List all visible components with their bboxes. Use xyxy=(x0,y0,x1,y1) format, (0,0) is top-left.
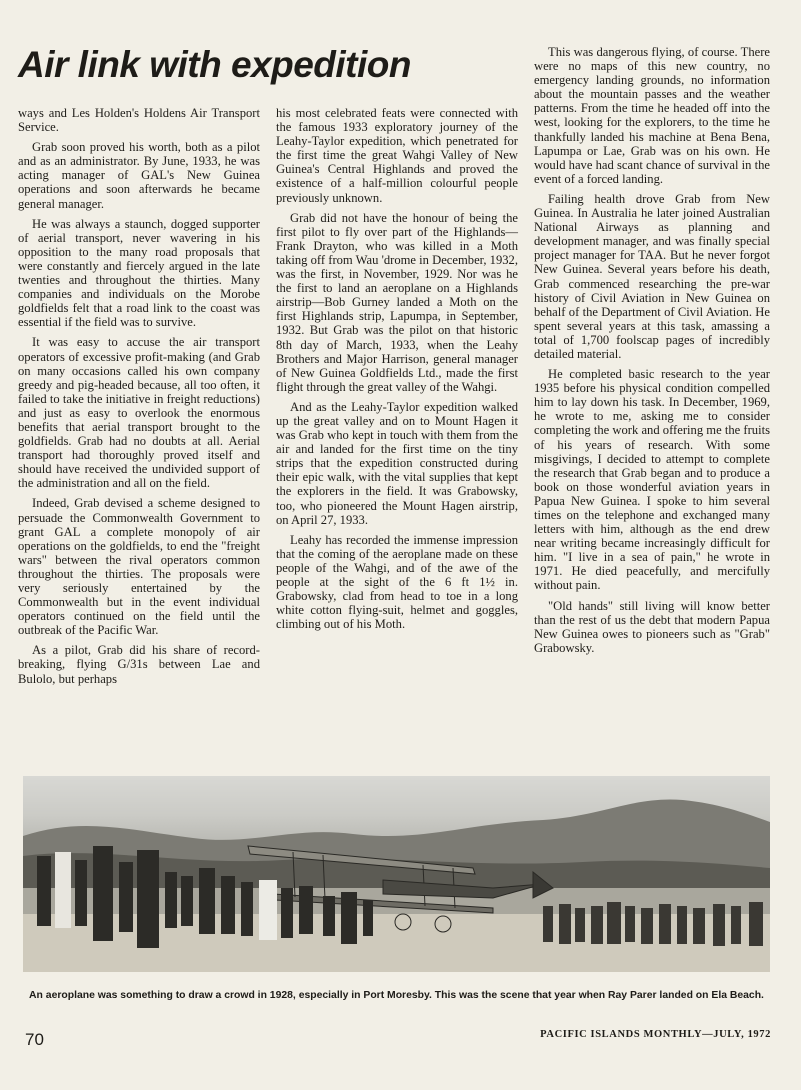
text-column-2 xyxy=(276,106,518,637)
paragraph: Leahy has recorded the immense impression that the coming of the aeroplane made on these people of the Wahgi, and of the awe of the people at the sight of the 6 ft 1½ in. Grabowsky, clad from head to toe in a long white cotton flying-suit, helmet and goggles, climbing out of his Moth. xyxy=(276,532,518,632)
paragraph: And as the Leahy-Taylor expedition walked up the great valley and on to Mount Hagen it was Grab who kept in touch with them from the air and landed for the first time on the tiny strips that the expedition constructed during their epic walk, with the vital supplies that kept the explorers in the field. It was Grabowsky, too, who pioneered the Mount Hagen airstrip, on April 27, 1933. xyxy=(276,399,518,527)
text-column-3 xyxy=(534,45,770,661)
photo-caption: An aeroplane was something to draw a crowd in 1928, especially in Port Moresby. This was the scene that year when Ray Parer landed on Ela Beach. xyxy=(29,990,764,1001)
article-title: Air link with expedition xyxy=(18,44,411,85)
paragraph: As a pilot, Grab did his share of record-breaking, flying G/31s between Lae and Bulolo, but perhaps xyxy=(18,643,260,686)
paragraph: "Old hands" still living will know better than the rest of us the debt that modern Papua New Guinea owes to pioneers such as "Grab" Grabowsky. xyxy=(534,598,770,655)
paragraph: Failing health drove Grab from New Guinea. In Australia he later joined Australian National Airways as planning and development manager, and was finally special project manager for TAA. But he never forgot New Guinea. Several years before his death, Grab commenced researching the pre-war history of Civil Aviation in New Guinea on behalf of the Department of Civil Aviation. He spent several years at this task, amassing a total of 1,700 foolscap pages of incredibly detailed material. xyxy=(534,191,770,361)
paragraph: This was dangerous flying, of course. There were no maps of this new country, no emergency landing grounds, no information about the mountain passes and the weather patterns. From the time he headed off into the west, looking for the explorers, to the time he thankfully landed his machine at Bena Bena, Lapumpa or Lae, Grab was on his own. He would have had scant chance of survival in the event of a forced landing. xyxy=(534,45,770,186)
paragraph: Grab did not have the honour of being the first pilot to fly over part of the Highlands—Frank Drayton, who was killed in a Moth taking off from Wau 'drome in December, 1932, was the first, in November, 1929. Nor was he the first to land an aeroplane on a Highlands airstrip—Bob Gurney landed a Moth on the first Highlands strip, Lapumpa, in September, 1932. But Grab was the pilot on that historic 8th day of March, 1933, when the Leahy Brothers and Major Harrison, general manager of New Guinea Goldfields Ltd., made the first flight through the great valley of the Wahgi. xyxy=(276,210,518,394)
paragraph: Indeed, Grab devised a scheme designed to persuade the Commonwealth Government to grant GAL a complete monopoly of air operations on the goldfields, to end the "freight wars" between the rival operators common throughout the thirties. The proposals were very seriously entertained by the Commonwealth but in the event individual operators continued on the field until the outbreak of the Pacific War. xyxy=(18,496,260,638)
paragraph: ways and Les Holden's Holdens Air Transport Service. xyxy=(18,106,260,135)
paragraph: It was easy to accuse the air transport operators of excessive profit-making (and Grab on many occasions called his own company greedy and pig-headed because, all too often, it failed to take the initiative in freight reductions) and just as easy to overlook the enormous benefits that aerial transport brought to the goldfields. Grab had no doubts at all. Aerial transport had thoroughly proved itself and should have received the undivided support of the administration and all on the field. xyxy=(18,335,260,491)
paragraph: He was always a staunch, dogged supporter of aerial transport, never wavering in his opposition to the many road proposals that were constantly and fiercely argued in the late twenties and throughout the thirties. Many companies and individuals on the Morobe goldfields felt that a road link to the coast was essential if the field was to survive. xyxy=(18,216,260,330)
text-column-1 xyxy=(18,106,260,692)
paragraph: Grab soon proved his worth, both as a pilot and as an administrator. By June, 1933, he was acting manager of GAL's New Guinea operations and soon afterwards he became general manager. xyxy=(18,140,260,211)
page-number: 70 xyxy=(25,1030,44,1049)
historic-photo-biplane-crowd xyxy=(23,776,770,972)
publication-footer: PACIFIC ISLANDS MONTHLY—JULY, 1972 xyxy=(540,1029,771,1040)
paragraph: He completed basic research to the year 1935 before his physical condition compelled him to lay down his task. In December, 1969, he wrote to me, asking me to consider completing the work and offering me the fruits of his years of research. With some misgivings, I decided to attempt to complete the research that Grab began and to produce a book on those wonderful aviation years in Papua New Guinea. I spoke to him several times on the telephone and exchanged many letters with him, although as the end drew near writing became increasingly difficult for him. "I live in a sea of pain," he wrote in 1971. He died peacefully, and mercifully without pain. xyxy=(534,367,770,593)
paragraph: his most celebrated feats were connected with the famous 1933 exploratory journey of the Leahy-Taylor expedition, which penetrated for the first time the great Wahgi Valley of New Guinea's Central Highlands and proved the existence of a half-million colourful people previously unknown. xyxy=(276,106,518,205)
